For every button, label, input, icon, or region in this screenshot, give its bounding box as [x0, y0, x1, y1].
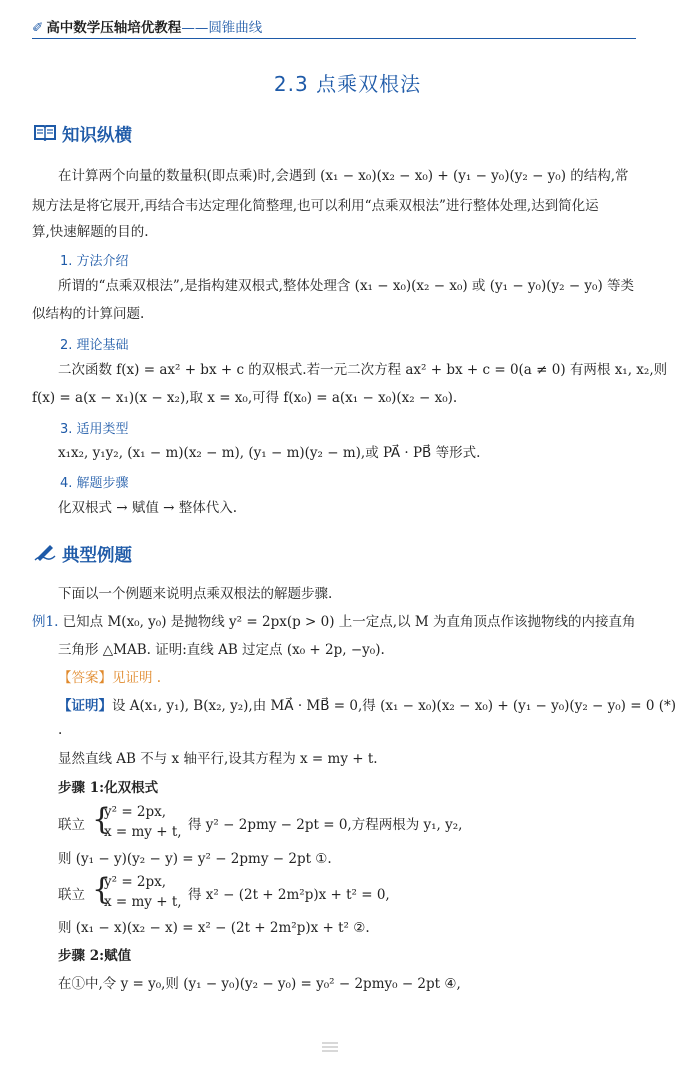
paragraph-line: 显然直线 AB 不与 x 轴平行,设其方程为 x = my + t.: [58, 751, 378, 767]
paragraph-line: 则 (x₁ − x)(x₂ − x) = x² − (2t + 2m²p)x + t² ②.: [58, 920, 370, 936]
paragraph-line: f(x) = a(x − x₁)(x − x₂),取 x = x₀,可得 f(x₀) = a(x₁ − x₀)(x₂ − x₀).: [32, 390, 458, 406]
header-title: 高中数学压轴培优教程: [46, 20, 182, 36]
system-label: 联立: [58, 817, 85, 833]
system-eq: x = my + t,: [104, 824, 182, 840]
paragraph-line: 化双根式 → 赋值 → 整体代入.: [58, 500, 238, 516]
subheading: 3. 适用类型: [60, 422, 129, 437]
paragraph-line: 规方法是将它展开,再结合韦达定理化简整理,也可以利用“点乘双根法”进行整体处理,达到简化运: [32, 198, 599, 214]
proof-label: 【证明】: [58, 698, 112, 714]
page-mark: [320, 1040, 340, 1054]
paragraph-line: 在①中,令 y = y₀,则 (y₁ − y₀)(y₂ − y₀) = y₀² − 2pmy₀ − 2pt ④,: [58, 976, 461, 992]
section-title: 典型例题: [62, 546, 132, 566]
step-heading: 步骤 1:化双根式: [58, 780, 159, 796]
system-eq: y² = 2px,: [104, 804, 167, 820]
page-header: [32, 16, 636, 39]
system-label: 联立: [58, 887, 85, 903]
system-result: 得 y² − 2pmy − 2pt = 0,方程两根为 y₁, y₂,: [188, 817, 463, 833]
example-text: 已知点 M(x₀, y₀) 是抛物线 y² = 2px(p > 0) 上一定点,以 M 为直角顶点作该抛物线的内接直角: [58, 614, 636, 630]
subheading: 2. 理论基础: [60, 338, 129, 353]
paragraph-line: 似结构的计算问题.: [32, 306, 145, 322]
system-eq: x = my + t,: [104, 894, 182, 910]
paragraph-line: 则 (y₁ − y)(y₂ − y) = y² − 2pmy − 2pt ①.: [58, 851, 332, 867]
example-statement: [32, 612, 635, 632]
section-examples: [34, 542, 132, 567]
proof-line: [58, 696, 676, 716]
answer-text: 见证明 .: [112, 670, 162, 686]
paragraph-line: 下面以一个例题来说明点乘双根法的解题步骤.: [58, 586, 333, 602]
answer-line: [58, 668, 161, 688]
paragraph-line: 在计算两个向量的数量积(即点乘)时,会遇到 (x₁ − x₀)(x₂ − x₀) + (y₁ − y₀)(y₂ − y₀) 的结构,常: [58, 168, 629, 184]
proof-text: 设 A(x₁, y₁), B(x₂, y₂),由 MA⃗ · MB⃗ = 0,得 (x₁ − x₀)(x₂ − x₀) + (y₁ − y₀)(y₂ − y₀) = 0 (*): [112, 698, 676, 714]
answer-label: 【答案】: [58, 670, 112, 686]
paragraph-line: 所谓的“点乘双根法”,是指构建双根式,整体处理含 (x₁ − x₀)(x₂ − x₀) 或 (y₁ − y₀)(y₂ − y₀) 等类: [58, 278, 635, 294]
system-eq: y² = 2px,: [104, 874, 167, 890]
paragraph-line: x₁x₂, y₁y₂, (x₁ − m)(x₂ − m), (y₁ − m)(y₂ − m),或 PA⃗ · PB⃗ 等形式.: [58, 445, 481, 461]
step-heading: 步骤 2:赋值: [58, 948, 132, 964]
proof-dot: .: [58, 722, 63, 738]
header-subtitle: ——圆锥曲线: [181, 20, 263, 36]
paragraph-line: 三角形 △MAB. 证明:直线 AB 过定点 (x₀ + 2p, −y₀).: [58, 642, 385, 658]
brace: {: [92, 802, 112, 837]
section-knowledge: [34, 122, 132, 147]
pen-icon: ✐: [32, 20, 44, 36]
subheading: 1. 方法介绍: [60, 254, 129, 269]
system-result: 得 x² − (2t + 2m²p)x + t² = 0,: [188, 887, 390, 903]
brace: {: [92, 872, 112, 907]
paragraph-line: 二次函数 f(x) = ax² + bx + c 的双根式.若一元二次方程 ax² + bx + c = 0(a ≠ 0) 有两根 x₁, x₂,则: [58, 362, 668, 378]
open-book-icon: [34, 123, 56, 146]
section-title: 知识纵横: [62, 126, 132, 146]
pen-write-icon: [34, 543, 56, 566]
paragraph-line: 算,快速解题的目的.: [32, 224, 149, 240]
page-title: 2.3 点乘双根法: [273, 72, 422, 96]
subheading: 4. 解题步骤: [60, 476, 129, 491]
example-label: 例1.: [32, 614, 59, 630]
